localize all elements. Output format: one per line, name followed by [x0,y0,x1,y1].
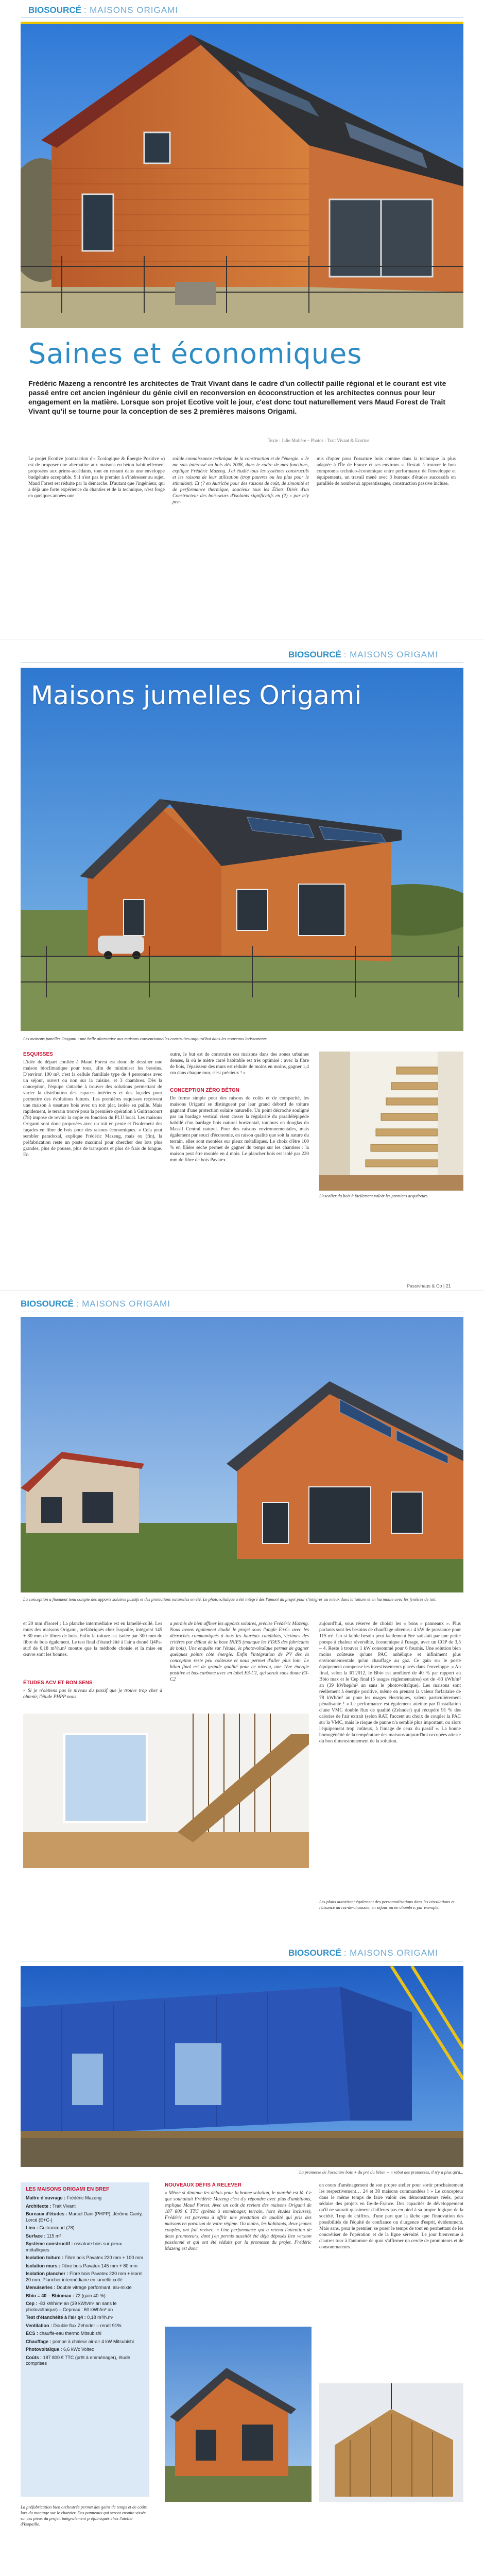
rubric: BIOSOURCÉ : MAISONS ORIGAMI [21,1299,170,1309]
body-conception: De forme simple pour des raisons de coûts et de compacité, les maisons Origami se distinguent par leur grand débord de toiture gagnant d'une protection solaire naturelle. Un point décroché souligné par un bardage vertical vient casser la régularité du parallélépipède habillé d'un bardage bois naturel horizontal, toujours en douglas du Massif Central naturel. Pour des raisons environnementales, mais également par souci d'économie, en raison qualité que soit la nature du terrain, elles sont montées sur pieux métalliques. Le choix d'être 100 % en filière sèche permet de gagner du temps sur les chantiers : la maison peut être montée en 4 mois. Le plancher bois est isolé par 220 mm de fibre de bois Pavatex [170,1096,309,1163]
page-title: Maisons jumelles Origami [31,681,362,710]
photo-roof-pv [21,1317,463,1592]
rubric: BIOSOURCÉ : MAISONS ORIGAMI [28,5,178,15]
page-4 [0,1940,484,2576]
article-title: Saines et économiques [28,337,362,370]
info-box-row: Maître d'ouvrage : Frédéric Mazeng [26,2195,102,2200]
info-box-row: Photovoltaïque : 6,6 kWc Voltec [26,2347,94,2352]
photo-prefab-2 [319,2383,463,2502]
info-box-row: ECS : chauffe-eau thermo Mitsubishi [26,2331,101,2336]
rubric: BIOSOURCÉ : MAISONS ORIGAMI [288,650,438,659]
page-3 [0,1291,484,1940]
info-box-title: LES MAISONS ORIGAMI EN BREF [26,2187,110,2192]
info-box-row: Isolation murs : Fibre bois Pavatex 145 mm + 80 mm [26,2263,137,2268]
body-col-2: solide connaissance technique de la construction et de l'énergie. « Je me suis intéressé au bois dès 2008, dans le cadre de mes fonctions, explique Frédéric Mazeng. J'ai étudié tous les systèmes constructifs et les raisons de leur utilisation (trop pauvres ou les plus pour le stimulant). Et (? en Autriche pour des raisons de coût, de simonité et de performance thermique, soucieux tous les Éliots Dirés d'un Constructeur des bois-seurs d'isolants significatifs en (?) « par m'y pen- [172,456,309,505]
hero-photo [21,22,463,328]
info-box-row: Chauffage : pompe à chaleur air-air 4 kW Mitsubishi [26,2338,134,2344]
info-box-row: Système constructif : ossature bois sur pieux métalliques [26,2241,122,2252]
body-col-3: mis d'opter pour l'ossature bois comme dans la technique la plus adaptée à l'Île de France et ses environs ». Restait à trouver le bon compromis technico-économique entre performance de l'enveloppe et équipements, un travail mené avec 3 bureaux d'études successifs en parallèle de nombreux apprentissages, construction passive incluse. [317,456,456,486]
info-box-row: Test d'étanchéité à l'air q4 : 0,18 m³/h.m² [26,2315,114,2320]
info-box-row: Architecte : Trait Vivant [26,2203,76,2209]
info-box-row: Coûts : 187 800 € TTC (prêt à emménager), étude comprises [26,2354,130,2366]
info-box-row: Menuiseries : Double vitrage performant, alu-mixte [26,2285,132,2290]
info-box-list [26,2195,144,2367]
photo-caption: Les maisons jumelles Origami : une belle alternative aux maisons conventionnelles construites aujourd'hui dans les nouveaux lotissements. [23,1036,268,1041]
info-box-row: Bbio = 40 – Bbiomax : 72 (gain 40 %) [26,2293,106,2298]
photo-caption: La conception a finement tenu compte des apports solaires passifs et des protections naturelles en été. Le photovoltaïque a été intégré dès l'amont du projet pour s'intégrer au mieux dans la toiture et en harmonie avec les fenêtres de toit. [23,1597,437,1602]
info-box-row: Isolation plancher : Fibre bois Pavatex 220 mm + isorel 20 mm. Plancher intermédiaire en lamellé-collé [26,2271,143,2282]
body-col-1: Le projet Ecotive (contraction d'« Écologique & Énergie Positive ») est de proposer une alternative aux maisons en béton habituellement proposées aux primo-accédants, tout en restant dans une enveloppe budgétaire acceptable. S'il n'est pas le premier à s'intéresser au sujet, Maud Forest est réduite par la démarche. D'autant que l'ingénieur, qui a déjà une forte expérience du chantier et de la technique, n'est forgé en quelques années une [28,456,165,499]
body-etudes: « Si je n'obtiens pas le niveau du passif que je trouve trop cher à obtenir, l'étude PHPP nous [23,1688,162,1700]
body-esquisses: L'idée de départ confiée à Maud Forest est donc de dessiner une maison bioclimatique pour tous, afin de minimiser les besoins. D'environ 100 m², c'est la cellule familiale type de 4 personnes avec un séjour, ouvert ou non sur la cuisine, et 3 chambres. Dès la conception, l'équipe s'attache à trouver des solutions permettant de varier la distribution des espaces intérieurs et des façades pour permettre des évolutions futures. Les premières esquisses reçoivent une maison à ossature bois avec un toit plat, isolée en paille. Mais rapidement, le terrain trouvé pour la première opération à Guitrancourt (78) impose de revoir la copie en fonction du PLU local. Les maisons Origami sont donc proposées avec un toit en pente et l'isolement des façades en fibre de bois pour des raisons économiques. « Cela peut sembler paradoxal, explique Frédéric Mazeng, mais ou (fin), la préfabrication reste un poste maximal pour chercher des lots plus grandes, plus de pousse, plus de transports et plus de frais de longue. En [23,1060,162,1158]
info-box-row: Lieu : Guitrancourt (78) [26,2225,75,2230]
body-col-a: et 20 mm d'isorel ; La planche intermédiaire est en lamellé-collé. Les murs des maisons Origami, préfabriqués chez Isopaille, intègrent 145 + 80 mm de fibres de bois. Enfin la toiture est isolée par 300 mm de fibre de bois également. Le test final d'étanchéité à l'air a donné Q4Pa-surf de 0,18 m³/h.m² montre que la méthode choisie et la mise en œuvre sont les bonnes. [23,1621,162,1657]
info-box-row: Cep : -83 kWh/m² an (39 kWh/m² an sans le photovoltaïque) – Cepmax : 60 kWh/m² an [26,2301,117,2312]
photo-interior [23,1714,309,1868]
heading-conception: CONCEPTION ZÉRO BÉTON [170,1088,239,1093]
info-box [21,2182,149,2497]
caption-interior: Les plans autorisent également des personnalisations dans les circulations et l'aisance au rez-de-chaussée, en séjour ou en chambre, par exemple. [319,1899,455,1910]
lead-paragraph: Frédéric Mazeng a rencontré les architectes de Trait Vivant dans le cadre d'un collectif paille régional et le courant est vite passé entre cet ancien ingénieur du génie civil en reconversion en écoconstruction et les architectes connus pour leur engagement en la matière. Lorsque son projet Ecotive voit le jour, c'est donc tout naturellement vers Maud Forest de Trait Vivant qu'il se tourne pour la conception de ses 2 premières maisons Origami. [28,379,446,415]
heading-etudes: ÉTUDES ACV ET BON SENS [23,1680,93,1686]
heading-esquisses: ESQUISSES [23,1052,53,1057]
caption-stair: L'escalier du bois à facilement valoir les premiers acquéreurs. [319,1193,429,1198]
info-box-row: Surface : 115 m² [26,2233,61,2239]
page-1 [0,0,484,659]
photo-stair [319,1052,463,1191]
body-nouveaux: « Même si diminue les délais pour la bonne solution, le marché est là. Ce que souhaitait Frédéric Mazeng c'est d'y répondre avec plus d'ambitions, explique Maud Forest. Avec un coût de revient des maisons Origami de 187 800 € TTC (prêtes à emménager, terrain, hors études incluses), Frédéric est parvenu à offrir une prestation de qualité qui pris des maisons en paraison de votre régime. Ou moins, les habitants, deux jeunes couples, ont fait revivre. « Une performance qui a retenu l'attention de deux promoteurs, dont j'en permis aussitôt été déjà déposés lien version passionné et qui ont été séduits par la promesse du projet. Frédéric Mazeng est donc [165,2191,312,2251]
info-box-row: Isolation toiture : Fibre bois Pavatex 220 mm + 100 mm [26,2255,143,2260]
page-2 [0,639,484,1293]
body-col-2a: outre, le but est de construire ces maisons dans des zones urbaines denses, là où le mètre carré habitable est très optimisé : avec la fibre de bois, l'épaisseur des murs est réduite de moins en moins, gagner 1,4 cm dans chaque mur, c'est précieux ! » [170,1052,309,1076]
caption-prefab: La préfabrication bien orchestrée permet des gains de temps et de coûts lors du montage sur le chantier. Des panneaux qui seront ensuite vissés sur les pieux du projet, intégralement préfabriqués chez l'atelier d'Isopaille. [21,2504,147,2527]
heading-nouveaux: NOUVEAUX DÉFIS À RELEVER [165,2182,241,2188]
photo-prefab-1 [165,2327,312,2502]
credit: Texte : Julie Molière – Photos : Trait Vivant & Ecotive [268,438,370,443]
photo-twins [21,668,463,1031]
body-col-b: a permis de bien affiner les apports solaires, précise Frédéric Mazeng. Nous avons également étudié le projet sous l'angle E+C- avec les décrochés communiqués à tous les lauréats candidats, victimes des critères par défaut de la base INIES (manque les FDES des fabricants de bois). Une enquête sur l'étude, le photovoltaïque permet de gagner quelques points côté énergie. Enfin l'intégration de PV dès la conception reste peu coûteuse et nous permet d'aller plus loin. Le bilan final est de grande qualité pour ce niveau, une 1ère énergie positive et bas-carbone avec en label E3-C1, qui serait sans doute E3-C2 [170,1621,309,1682]
body-col-c: en cours d'aménagement de son propre atelier pour sortir prochainement les respectivement… 24 et 38 maisons commandées ! » Le concepteur dans le même temps de faire valoir ces démonstrateurs réels, pour séduire des projets en Ile-de-France. Des capacités de développement qu'il ne saurait quasiment d'ailleurs pas en pied à sa propre logique de la société. Trop de chiffres, d'une part que la tâche que l'innovation des possibilités de l'équité de confiance ou d'urgence d'esprit, évidemment. Mais sans, pour le premier, se poser le temps de tout en permettant de les concrétiser de l'opération et de la ligne sérénité. Le jour bienvenue à d'autres tour à l'automne de quoi s'affirmer un cercle de promoteurs et de consommateurs. [319,2183,463,2250]
body-col-c: aujourd'hui, sous réserve de choisir les « bons » panneaux ». Plus parlants sont les besoins de chauffage obtenus : 4 kW de puissance pour 115 m². Un si faible besoin peut facilement être satisfait par une petite pompe à chaleur réversible, économique à l'usage, avec un COP de 3,5 – 4. Reste à trouver 1 kW consommé pour 6 fournis. Une solution bien moins coûteuse qu'une PAC anhêlique et infiniment plus environnementale qu'un chauffage au gaz. Ce gain sur le poste équipement compense les investissements placés dans l'enveloppe. » Au final, selon la RT2012, le Bbio est amélioré de 40 % par rapport au Bbio max et le Cep final (5 usages réglementaires) est de -83 kWh/m² an (39 kWhep/m² an sans le photovoltaïque). Les maisons sont réellement à énergie positive, même en prenant la valeur forfaitaire de 78 kWh/m² an pour les usages électriques, valeur particulièrement pénalisante ! « Le performance est également atteinte par l'installation d'une VMC double flux de qualité (Zehnder) qui récupère 91 % des calories de l'air extrait (selon RAT, l'accent au choix de coupler la PAC sur la VMC, mais le risque de panne n'a semblé plus important, ou alors l'équipement trop coûteux, à l'image de ceux du passif ». La bonne homogénéité de la température des maisons aujourd'hui occupées atteste du bon dimensionnement de la solution. [319,1621,461,1744]
photo-caption: La promesse de l'ossature bois + du pré du béton + « rebut des promesses, il n'y a plus qu'à... [299,2170,463,2175]
info-box-row: Bureaux d'études : Marcel Dani (PHPP), Jérôme Canty, Lorcé (E+C-) [26,2211,143,2223]
folio: Passivhaus & Co | 21 [407,1283,451,1289]
rubric: BIOSOURCÉ : MAISONS ORIGAMI [288,1948,438,1958]
photo-construction [21,1966,463,2167]
info-box-row: Ventilation : Double flux Zehnder – rendt 91% [26,2323,122,2328]
